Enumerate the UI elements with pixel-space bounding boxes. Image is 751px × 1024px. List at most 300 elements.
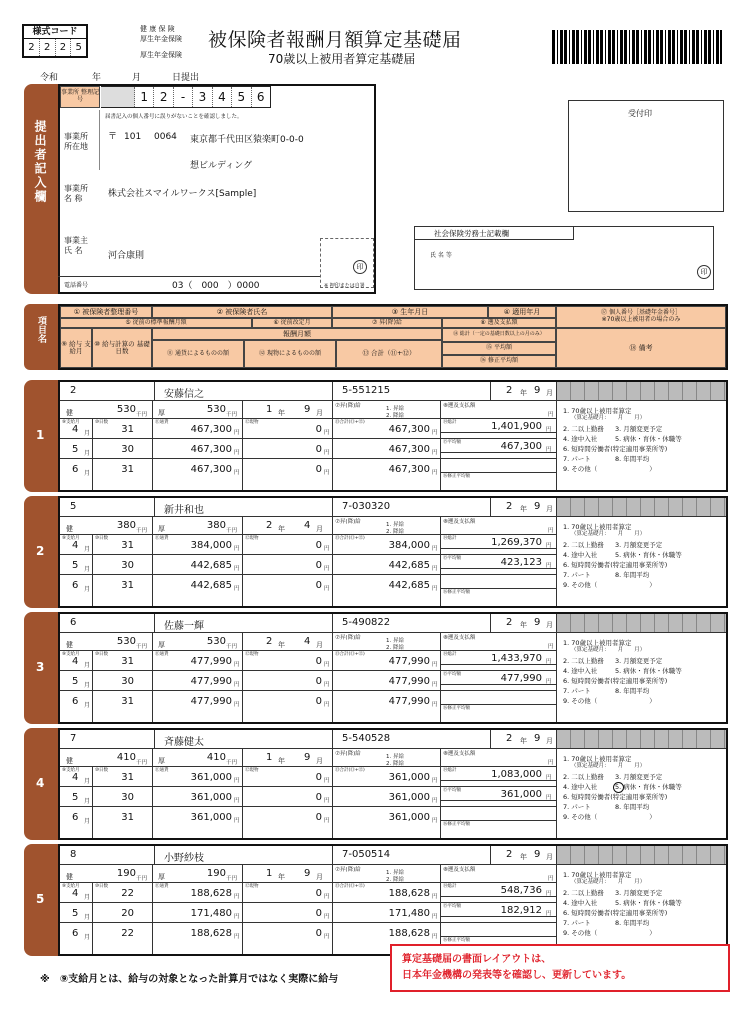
yen-label: 円	[324, 682, 330, 688]
goods-label: ⑫現物	[245, 884, 259, 889]
average-amount[interactable]: 361,000	[500, 789, 542, 800]
remarks-option[interactable]: 8. 年間平均	[615, 687, 650, 695]
cash-amount[interactable]: 467,300	[190, 464, 232, 475]
insured-number[interactable]: 5	[70, 501, 77, 512]
remarks-option[interactable]: 4. 途中入社	[563, 551, 598, 559]
postal-code-1[interactable]: 101	[124, 132, 142, 142]
office-no-digit[interactable]: -	[174, 87, 193, 107]
cash-amount[interactable]: 477,990	[190, 676, 232, 687]
office-no-digit[interactable]: 1	[135, 87, 154, 107]
average-amount[interactable]: 477,990	[500, 673, 542, 684]
remarks-option[interactable]: 5. 病休・育休・休職等	[615, 551, 682, 559]
cash-amount[interactable]: 188,628	[190, 928, 232, 939]
remarks-option[interactable]: 1. 70歳以上被用者算定	[563, 523, 632, 531]
insured-name[interactable]: 佐藤一輝	[164, 621, 204, 632]
remarks-option[interactable]: 8. 年間平均	[615, 919, 650, 927]
insured-name[interactable]: 新井和也	[164, 505, 204, 516]
form-code-digit: 2	[56, 39, 72, 56]
base-days[interactable]: 31	[121, 812, 134, 823]
yen-label: 円	[546, 911, 552, 917]
raise-option-down[interactable]: 2. 降給	[386, 877, 404, 883]
goods-amount[interactable]: 0	[315, 772, 322, 783]
personal-number-cells[interactable]	[557, 846, 728, 864]
remarks-option[interactable]: 7. パート	[563, 803, 591, 811]
yen-label: 円	[234, 798, 240, 804]
apply-year[interactable]: 2	[506, 385, 513, 396]
office-no-digit[interactable]: 6	[256, 90, 265, 104]
cash-amount[interactable]: 442,685	[190, 580, 232, 591]
cash-amount[interactable]: 384,000	[190, 540, 232, 551]
goods-amount[interactable]: 0	[315, 888, 322, 899]
pay-month[interactable]: 6	[72, 696, 79, 707]
personal-number-cells[interactable]	[557, 498, 728, 516]
sum-amount[interactable]: 384,000	[388, 540, 430, 551]
yen-label: 円	[324, 778, 330, 784]
remarks-option[interactable]: 1. 70歳以上被用者算定	[563, 755, 632, 763]
remarks-option[interactable]: 5. 病休・育休・休職等	[615, 435, 682, 443]
remarks-option[interactable]: 9. その他（ ）	[563, 465, 656, 473]
birth-date[interactable]: 7-030320	[342, 501, 391, 512]
remarks-option[interactable]: 2. 二以上勤務	[563, 425, 604, 433]
month-label: 月	[84, 798, 91, 805]
page-title: 被保険者報酬月額算定基礎届	[208, 29, 462, 51]
goods-amount[interactable]: 0	[315, 696, 322, 707]
year-label: 年	[520, 853, 527, 861]
base-days[interactable]: 22	[121, 888, 134, 899]
prev-standard-pension[interactable]: 410	[206, 752, 226, 763]
remarks-option[interactable]: 1. 70歳以上被用者算定	[563, 407, 632, 415]
cash-amount[interactable]: 171,480	[190, 908, 232, 919]
raise-option-down[interactable]: 2. 降給	[386, 413, 404, 419]
employee-row	[58, 380, 728, 492]
yen-label: 円	[432, 894, 438, 900]
row-number: 5	[36, 892, 45, 906]
pay-month[interactable]: 5	[72, 908, 79, 919]
health-label: 健	[66, 757, 73, 765]
address-field[interactable]: 東京都千代田区猿楽町0-0-0	[190, 135, 304, 145]
insured-number[interactable]: 2	[70, 385, 77, 396]
pay-month-label: ⑨支給月	[62, 884, 80, 889]
total-amount[interactable]: 1,083,000	[491, 769, 542, 780]
insured-name[interactable]: 小野紗枝	[164, 853, 204, 864]
remarks-option[interactable]: （算定基礎月： 月 月）	[571, 531, 646, 537]
yen-label: 円	[548, 528, 554, 534]
prev-revision-year[interactable]: 1	[266, 404, 273, 415]
remarks-option[interactable]: （算定基礎月： 月 月）	[571, 647, 646, 653]
remarks-option[interactable]: 6. 短時間労働者(特定適用事業所等)	[563, 445, 668, 453]
postal-code-2[interactable]: 0064	[154, 132, 177, 142]
owner-name-field[interactable]: 河合康則	[108, 251, 145, 261]
pay-month[interactable]: 6	[72, 580, 79, 591]
prev-revision-year[interactable]: 2	[266, 520, 273, 531]
raise-option-down[interactable]: 2. 降給	[386, 645, 404, 651]
remarks-option[interactable]: 7. パート	[563, 455, 591, 463]
year-label: 年	[520, 389, 527, 397]
office-no-digit[interactable]: 3	[193, 87, 212, 107]
yen-label: 円	[432, 934, 438, 940]
sum-amount[interactable]: 188,628	[388, 928, 430, 939]
yen-label: 円	[234, 662, 240, 668]
goods-amount[interactable]: 0	[315, 928, 322, 939]
yen-label: 円	[432, 702, 438, 708]
raise-label: ⑦昇(降)給	[335, 635, 361, 641]
yen-label: 円	[234, 702, 240, 708]
yen-label: 円	[234, 778, 240, 784]
col-12-header: ⑫ 現物によるものの額	[244, 340, 336, 368]
pay-month[interactable]: 4	[72, 888, 79, 899]
remarks-option[interactable]: 4. 途中入社	[563, 435, 598, 443]
days-label: ⑩日数	[95, 768, 109, 773]
goods-amount[interactable]: 0	[315, 908, 322, 919]
remarks-option[interactable]: 4. 途中入社	[563, 667, 598, 675]
col-10-header: ⑩ 給与計算の 基礎日数	[92, 328, 152, 368]
apply-year[interactable]: 2	[506, 617, 513, 628]
remarks-option[interactable]: 4. 途中入社	[563, 783, 598, 791]
birth-date[interactable]: 5-551215	[342, 385, 391, 396]
raise-option-up[interactable]: 1. 昇給	[386, 406, 404, 412]
base-days[interactable]: 20	[121, 908, 134, 919]
base-days[interactable]: 30	[121, 444, 134, 455]
building-field[interactable]: 想ビルディング	[190, 161, 253, 171]
base-days[interactable]: 31	[121, 464, 134, 475]
month-label: 月	[84, 914, 91, 921]
apply-year[interactable]: 2	[506, 733, 513, 744]
insured-number[interactable]: 8	[70, 849, 77, 860]
remarks-option[interactable]: 2. 二以上勤務	[563, 657, 604, 665]
goods-amount[interactable]: 0	[315, 812, 322, 823]
year-label: 年	[278, 873, 285, 881]
remarks-option[interactable]: 6. 短時間労働者(特定適用事業所等)	[563, 561, 668, 569]
cash-amount[interactable]: 477,990	[190, 656, 232, 667]
goods-amount[interactable]: 0	[315, 656, 322, 667]
raise-option-down[interactable]: 2. 降給	[386, 761, 404, 767]
tel-field[interactable]: 03（ 000 ）0000	[172, 281, 260, 291]
remarks-option[interactable]: 3. 月額変更予定	[615, 425, 663, 433]
column-header-side-label: 項目名	[36, 316, 46, 343]
days-label: ⑩日数	[95, 420, 109, 425]
remarks-option[interactable]: 5. 病休・育休・休職等	[615, 899, 682, 907]
personal-number-cells[interactable]	[557, 382, 728, 400]
yen-label: 円	[432, 682, 438, 688]
month-label: 月	[316, 409, 323, 417]
remarks-option[interactable]: 3. 月額変更予定	[615, 889, 663, 897]
apply-month[interactable]: 9	[534, 849, 541, 860]
remarks-option[interactable]: 7. パート	[563, 571, 591, 579]
remarks-option[interactable]: 6. 短時間労働者(特定適用事業所等)	[563, 909, 668, 917]
yen-label: 円	[432, 914, 438, 920]
remarks-option[interactable]: 9. その他（ ）	[563, 697, 656, 705]
prev-revision-month[interactable]: 9	[304, 752, 311, 763]
yen-label: 円	[432, 470, 438, 476]
cash-amount[interactable]: 361,000	[190, 792, 232, 803]
pay-month[interactable]: 5	[72, 676, 79, 687]
yen-label: 円	[324, 566, 330, 572]
sum-amount[interactable]: 477,990	[388, 656, 430, 667]
yen-label: 円	[432, 450, 438, 456]
prev-revision-month[interactable]: 4	[304, 636, 311, 647]
goods-amount[interactable]: 0	[315, 580, 322, 591]
yen-label: 円	[324, 702, 330, 708]
remarks-option[interactable]: 6. 短時間労働者(特定適用事業所等)	[563, 677, 668, 685]
sum-amount[interactable]: 477,990	[388, 676, 430, 687]
yen-label: 円	[432, 566, 438, 572]
remarks-option[interactable]: 2. 二以上勤務	[563, 889, 604, 897]
office-no-digit[interactable]: 4	[213, 87, 232, 107]
remarks-option[interactable]: 3. 月額変更予定	[615, 773, 663, 781]
remarks-option[interactable]: 4. 途中入社	[563, 899, 598, 907]
row-number: 4	[36, 776, 45, 790]
remarks-option[interactable]: 9. その他（ ）	[563, 929, 656, 937]
apply-month[interactable]: 9	[534, 733, 541, 744]
cash-amount[interactable]: 477,990	[190, 696, 232, 707]
yen-label: 円	[432, 430, 438, 436]
remarks-option[interactable]: 5. 病休・育休・休職等	[615, 667, 682, 675]
yen-label: 円	[324, 798, 330, 804]
base-days[interactable]: 22	[121, 928, 134, 939]
total-amount[interactable]: 1,269,370	[491, 537, 542, 548]
health-label: 健	[66, 525, 73, 533]
remarks-option[interactable]: （算定基礎月： 月 月）	[571, 415, 646, 421]
goods-amount[interactable]: 0	[315, 424, 322, 435]
insured-name[interactable]: 斉藤健太	[164, 737, 204, 748]
insured-name[interactable]: 安藤信之	[164, 389, 204, 400]
sum-amount[interactable]: 467,300	[388, 444, 430, 455]
prev-revision-month[interactable]: 9	[304, 868, 311, 879]
sum-amount[interactable]: 361,000	[388, 792, 430, 803]
days-label: ⑩日数	[95, 652, 109, 657]
retro-label: ⑧遡及支払額	[443, 519, 476, 525]
pay-month[interactable]: 6	[72, 812, 79, 823]
remarks-option[interactable]: （算定基礎月： 月 月）	[571, 763, 646, 769]
row-number: 2	[36, 544, 45, 558]
month-label: 月	[84, 450, 91, 457]
sum-amount[interactable]: 467,300	[388, 424, 430, 435]
retro-label: ⑧遡及支払額	[443, 867, 476, 873]
raise-label: ⑦昇(降)給	[335, 403, 361, 409]
pay-month[interactable]: 4	[72, 424, 79, 435]
yen-label: 円	[234, 470, 240, 476]
cash-amount[interactable]: 442,685	[190, 560, 232, 571]
raise-option-up[interactable]: 1. 昇給	[386, 754, 404, 760]
sum-amount[interactable]: 442,685	[388, 580, 430, 591]
employee-row	[58, 844, 728, 956]
year-label: 年	[278, 757, 285, 765]
total-amount[interactable]: 548,736	[500, 885, 542, 896]
birth-date[interactable]: 7-050514	[342, 849, 391, 860]
average-amount[interactable]: 182,912	[500, 905, 542, 916]
office-no-digit[interactable]: 5	[232, 87, 251, 107]
base-days[interactable]: 31	[121, 580, 134, 591]
average-amount[interactable]: 423,123	[500, 557, 542, 568]
goods-amount[interactable]: 0	[315, 676, 322, 687]
raise-label: ⑦昇(降)給	[335, 751, 361, 757]
cash-amount[interactable]: 467,300	[190, 444, 232, 455]
sum-amount[interactable]: 171,480	[388, 908, 430, 919]
personal-number-cells[interactable]	[557, 730, 728, 748]
remarks-option[interactable]: 6. 短時間労働者(特定適用事業所等)	[563, 793, 668, 801]
remarks-option[interactable]: 1. 70歳以上被用者算定	[563, 871, 632, 879]
base-days[interactable]: 30	[121, 560, 134, 571]
birth-date[interactable]: 5-490822	[342, 617, 391, 628]
retro-label: ⑧遡及支払額	[443, 751, 476, 757]
insurance-type-2: 厚生年金保険	[140, 35, 182, 43]
yen-label: 円	[324, 818, 330, 824]
goods-amount[interactable]: 0	[315, 560, 322, 571]
days-label: ⑩日数	[95, 536, 109, 541]
cash-amount[interactable]: 361,000	[190, 772, 232, 783]
raise-option-up[interactable]: 1. 昇給	[386, 522, 404, 528]
remarks-option[interactable]: 2. 二以上勤務	[563, 773, 604, 781]
month-label: 月	[316, 757, 323, 765]
remarks-option[interactable]: 7. パート	[563, 687, 591, 695]
row-number: 1	[36, 428, 45, 442]
fixed-average-label: ⑯修正平均額	[443, 706, 470, 711]
remarks-option[interactable]: 9. その他（ ）	[563, 581, 656, 589]
retro-label: ⑧遡及支払額	[443, 635, 476, 641]
yen-label: 円	[324, 430, 330, 436]
submitter-side-label: 提出者記入欄	[33, 120, 47, 204]
yen-label: 円	[234, 682, 240, 688]
col-4-header: ④ 適用年月	[488, 306, 556, 318]
days-label: ⑩日数	[95, 884, 109, 889]
office-no-digit[interactable]: 2	[154, 87, 173, 107]
remarks-option[interactable]: 7. パート	[563, 919, 591, 927]
month-label: 月	[84, 662, 91, 669]
average-amount[interactable]: 467,300	[500, 441, 542, 452]
cash-amount[interactable]: 188,628	[190, 888, 232, 899]
base-days[interactable]: 30	[121, 792, 134, 803]
pay-month[interactable]: 5	[72, 444, 79, 455]
base-days[interactable]: 30	[121, 676, 134, 687]
prev-revision-year[interactable]: 2	[266, 636, 273, 647]
pay-month[interactable]: 4	[72, 656, 79, 667]
goods-amount[interactable]: 0	[315, 792, 322, 803]
cash-amount[interactable]: 467,300	[190, 424, 232, 435]
fixed-average-label: ⑯修正平均額	[443, 474, 470, 479]
average-label: ⑮平均額	[443, 788, 461, 793]
pay-month[interactable]: 6	[72, 928, 79, 939]
apply-year[interactable]: 2	[506, 501, 513, 512]
yen-label: 円	[234, 566, 240, 572]
total-amount[interactable]: 1,401,900	[491, 421, 542, 432]
prev-standard-health[interactable]: 530	[116, 636, 136, 647]
employee-row	[58, 612, 728, 724]
goods-amount[interactable]: 0	[315, 464, 322, 475]
form-code-digit: 2	[24, 39, 40, 56]
raise-option-down[interactable]: 2. 降給	[386, 529, 404, 535]
footer-note: ※ ⑨支給月とは、給与の対象となった計算月ではなく実際に給与	[40, 974, 339, 985]
remarks-option[interactable]: 8. 年間平均	[615, 455, 650, 463]
sum-amount[interactable]: 442,685	[388, 560, 430, 571]
yen-label: 円	[432, 546, 438, 552]
fixed-average-label: ⑯修正平均額	[443, 822, 470, 827]
sum-label: ⑬合計(⑪+⑫)	[335, 884, 365, 889]
raise-option-up[interactable]: 1. 昇給	[386, 638, 404, 644]
apply-month[interactable]: 9	[534, 617, 541, 628]
month-label: 月	[546, 505, 553, 513]
personal-number-cells[interactable]	[557, 614, 728, 632]
prev-standard-health[interactable]: 380	[116, 520, 136, 531]
total-label: ⑭総計	[443, 884, 457, 889]
sum-amount[interactable]: 467,300	[388, 464, 430, 475]
remarks-option[interactable]: 9. その他（ ）	[563, 813, 656, 821]
pay-month[interactable]: 5	[72, 560, 79, 571]
cash-amount[interactable]: 361,000	[190, 812, 232, 823]
yen-label: 円	[234, 546, 240, 552]
yen-label: 円	[324, 914, 330, 920]
base-days[interactable]: 31	[121, 540, 134, 551]
apply-month[interactable]: 9	[534, 501, 541, 512]
prev-standard-health[interactable]: 410	[116, 752, 136, 763]
prev-standard-pension[interactable]: 190	[206, 868, 226, 879]
prev-revision-year[interactable]: 1	[266, 752, 273, 763]
prev-standard-health[interactable]: 190	[116, 868, 136, 879]
remarks-option[interactable]: 3. 月額変更予定	[615, 657, 663, 665]
prev-standard-pension[interactable]: 380	[206, 520, 226, 531]
yen-label: 円	[546, 679, 552, 685]
remarks-option[interactable]: 8. 年間平均	[615, 571, 650, 579]
yen-label: 円	[432, 662, 438, 668]
sum-amount[interactable]: 188,628	[388, 888, 430, 899]
insured-number[interactable]: 6	[70, 617, 77, 628]
raise-option-up[interactable]: 1. 昇給	[386, 870, 404, 876]
base-days[interactable]: 31	[121, 424, 134, 435]
birth-date[interactable]: 5-540528	[342, 733, 391, 744]
pay-month[interactable]: 4	[72, 772, 79, 783]
prev-standard-health[interactable]: 530	[116, 404, 136, 415]
goods-amount[interactable]: 0	[315, 444, 322, 455]
base-days[interactable]: 31	[121, 656, 134, 667]
remarks-option[interactable]: 2. 二以上勤務	[563, 541, 604, 549]
prev-revision-month[interactable]: 9	[304, 404, 311, 415]
sum-amount[interactable]: 477,990	[388, 696, 430, 707]
remarks-option[interactable]: 3. 月額変更予定	[615, 541, 663, 549]
sharoushi-seal-icon: 印	[697, 265, 711, 279]
goods-amount[interactable]: 0	[315, 540, 322, 551]
insured-number[interactable]: 7	[70, 733, 77, 744]
layout-notice-line-2: 日本年金機構の発表等を確認し、更新しています。	[402, 970, 632, 981]
prev-standard-pension[interactable]: 530	[206, 636, 226, 647]
office-no-cells	[101, 86, 271, 108]
remarks-option[interactable]: 5. 病休・育休・休職等	[615, 783, 682, 791]
prev-revision-month[interactable]: 4	[304, 520, 311, 531]
apply-month[interactable]: 9	[534, 385, 541, 396]
remarks-option[interactable]: 1. 70歳以上被用者算定	[563, 639, 632, 647]
health-label: 健	[66, 873, 73, 881]
pension-label: 厚	[158, 757, 165, 765]
yen-label: 円	[546, 795, 552, 801]
base-days[interactable]: 31	[121, 772, 134, 783]
total-amount[interactable]: 1,433,970	[491, 653, 542, 664]
apply-year[interactable]: 2	[506, 849, 513, 860]
remarks-option[interactable]: 8. 年間平均	[615, 803, 650, 811]
prev-standard-pension[interactable]: 530	[206, 404, 226, 415]
prev-revision-year[interactable]: 1	[266, 868, 273, 879]
average-label: ⑮平均額	[443, 672, 461, 677]
reward-header: 報酬月額	[152, 328, 442, 340]
sum-amount[interactable]: 361,000	[388, 812, 430, 823]
thousand-yen-label: 千円	[226, 644, 238, 650]
office-name-field[interactable]: 株式会社スマイルワークス[Sample]	[108, 189, 257, 199]
pay-month[interactable]: 5	[72, 792, 79, 803]
remarks-option[interactable]: （算定基礎月： 月 月）	[571, 879, 646, 885]
health-label: 健	[66, 409, 73, 417]
base-days[interactable]: 31	[121, 696, 134, 707]
pay-month[interactable]: 6	[72, 464, 79, 475]
sum-amount[interactable]: 361,000	[388, 772, 430, 783]
pay-month[interactable]: 4	[72, 540, 79, 551]
yen-label: 円	[234, 934, 240, 940]
